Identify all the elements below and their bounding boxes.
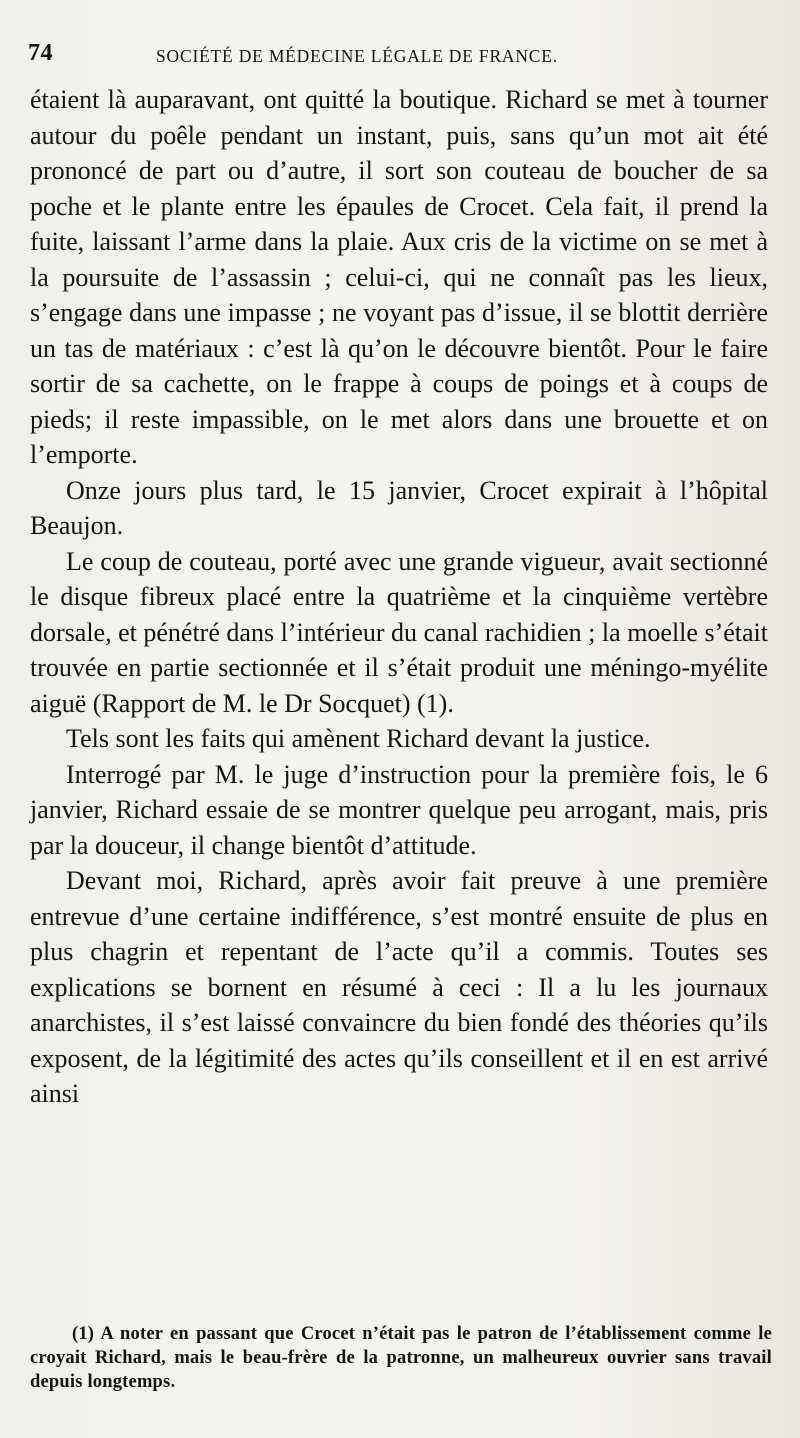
running-title: SOCIÉTÉ DE MÉDECINE LÉGALE DE FRANCE. (156, 46, 558, 66)
paragraph-facts-summary: Tels sont les faits qui amènent Richard devant la justice. (66, 724, 651, 753)
paragraph-wound-description: Le coup de couteau, porté avec une grande vigueur, avait sectionné le disque fibreux placé entre la quatrième et la cinquième vertèbre dorsale, et pénétré dans l’intérieur du canal rachidien ; la moelle s’était trouvée en partie sectionnée et il s’était produit une méningo-myélite aiguë (Rapport de M. le Dr Socquet) (1). (30, 546, 768, 718)
paragraph-interrogation: Interrogé par M. le juge d’instruction pour la première fois, le 6 janvier, Richard essaie de se montrer quelque peu arrogant, mais, pris par la douceur, il change bientôt d’attitude. (30, 759, 768, 860)
body-text (30, 82, 768, 1112)
footnote: (1) A noter en passant que Crocet n’était pas le patron de l’établissement comme le croyait Richard, mais le beau-frère de la patronne, un malheureux ouvrier sans travail depuis longtemps. (30, 1324, 772, 1392)
page-header (28, 40, 760, 76)
page-number: 74 (28, 40, 53, 66)
paragraph-explanations: Devant moi, Richard, après avoir fait preuve à une première entrevue d’une certaine indifférence, s’est montré ensuite de plus en plus chagrin et repentant de l’acte qu’il a commis. Toutes ses explications se bornent en résumé à ceci : Il a lu les journaux anarchistes, il s’est laissé convaincre du bien fondé des théories qu’ils exposent, de la légitimité des actes qu’ils conseillent et il en est arrivé ainsi (30, 866, 768, 1108)
footnote-area (30, 1322, 772, 1394)
paragraph-death-date: Onze jours plus tard, le 15 janvier, Crocet expirait à l’hôpital Beaujon. (30, 475, 768, 540)
paragraph-continuation: étaient là auparavant, ont quitté la boutique. Richard se met à tourner autour du poêle pendant un instant, puis, sans qu’un mot ait été prononcé de part ou d’autre, il sort son couteau de boucher de sa poche et le plante entre les épaules de Crocet. Cela fait, il prend la fuite, laissant l’arme dans la plaie. Aux cris de la victime on se met à la poursuite de l’assassin ; celui-ci, qui ne connaît pas les lieux, s’engage dans une impasse ; ne voyant pas d’issue, il se blottit derrière un tas de matériaux : c’est là qu’on le découvre bientôt. Pour le faire sortir de sa cachette, on le frappe à coups de poings et à coups de pieds; il reste impassible, on le met alors dans une brouette et on l’emporte. (30, 85, 768, 469)
